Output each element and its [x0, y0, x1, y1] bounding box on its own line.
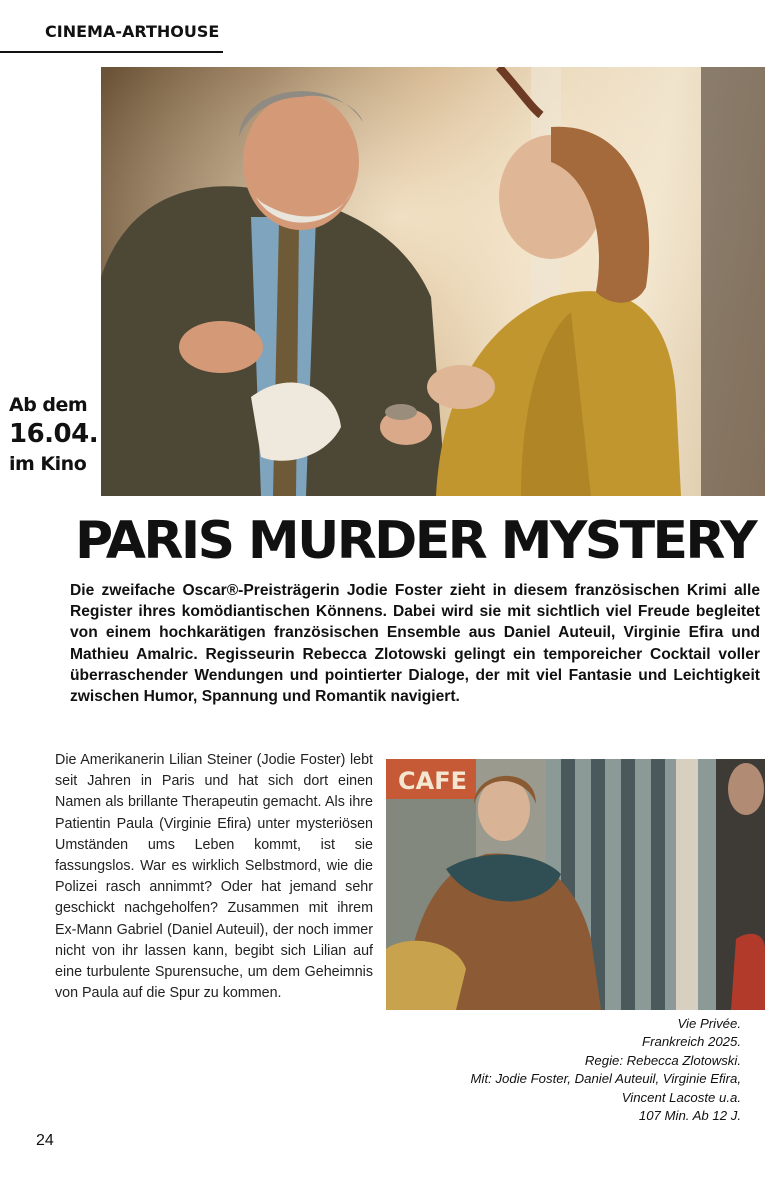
scene-photo — [386, 759, 765, 1010]
page-number: 24 — [36, 1132, 54, 1149]
credits-director: Regie: Rebecca Zlotowski. — [584, 1052, 741, 1068]
section-divider — [0, 51, 223, 53]
release-date-block — [9, 393, 99, 477]
cafe-sign-text: CAFE — [398, 767, 467, 795]
credits-original-title: Vie Privée. — [677, 1016, 741, 1031]
hero-photo — [101, 67, 765, 496]
release-date-suffix: im Kino — [9, 453, 87, 475]
credits-cast: Mit: Jodie Foster, Daniel Auteuil, Virginie Efira, — [470, 1071, 741, 1087]
credits-runtime-rating: 107 Min. Ab 12 J. — [638, 1108, 741, 1124]
article-title: PARIS MURDER MYSTERY — [75, 511, 756, 571]
release-date: 16.04. — [9, 419, 99, 449]
release-date-prefix: Ab dem — [9, 394, 88, 416]
credits-cast-cont: Vincent Lacoste u.a. — [621, 1089, 741, 1105]
film-credits — [401, 1015, 741, 1125]
body-paragraph: Die Amerikanerin Lilian Steiner (Jodie Foster) lebt seit Jahren in Paris und hat sich dort einen Namen als brillante Therapeutin gemacht. Als ihre Patientin Paula (Virginie Efira) unter mysteriösen Umständen ums Leben kommt, ist sie fassungslos. War es wirklich Selbstmord, wie die Polizei rasch annimmt? Oder hat jemand sehr geschickt nachgeholfen? Zusammen mit ihrem Ex-Mann Gabriel (Daniel Auteuil), der noch immer nicht von ihr lassen kann, begibt sich Lilian auf eine turbulente Spurensuche, um dem Geheimnis von Paula auf die Spur zu kommen. — [55, 752, 373, 1002]
section-label: CINEMA-ARTHOUSE — [45, 22, 220, 41]
lead-paragraph: Die zweifache Oscar®-Preisträgerin Jodie Foster zieht in diesem französischen Krimi alle Register ihres komödiantischen Könnens. Dabei wird sie mit sichtlich viel Freude begleitet von einem hochkarätigen französischen Ensemble aus Daniel Auteuil, Virginie Efira und Mathieu Amalric. Regisseurin Rebecca Zlotowski gelingt ein temporeicher Cocktail voller überraschender Wendungen und pointierter Dialoge, der mit viel Fantasie und Leichtigkeit zwischen Humor, Spannung und Romantik navigiert. — [70, 582, 760, 706]
credits-country-year: Frankreich 2025. — [642, 1034, 741, 1050]
